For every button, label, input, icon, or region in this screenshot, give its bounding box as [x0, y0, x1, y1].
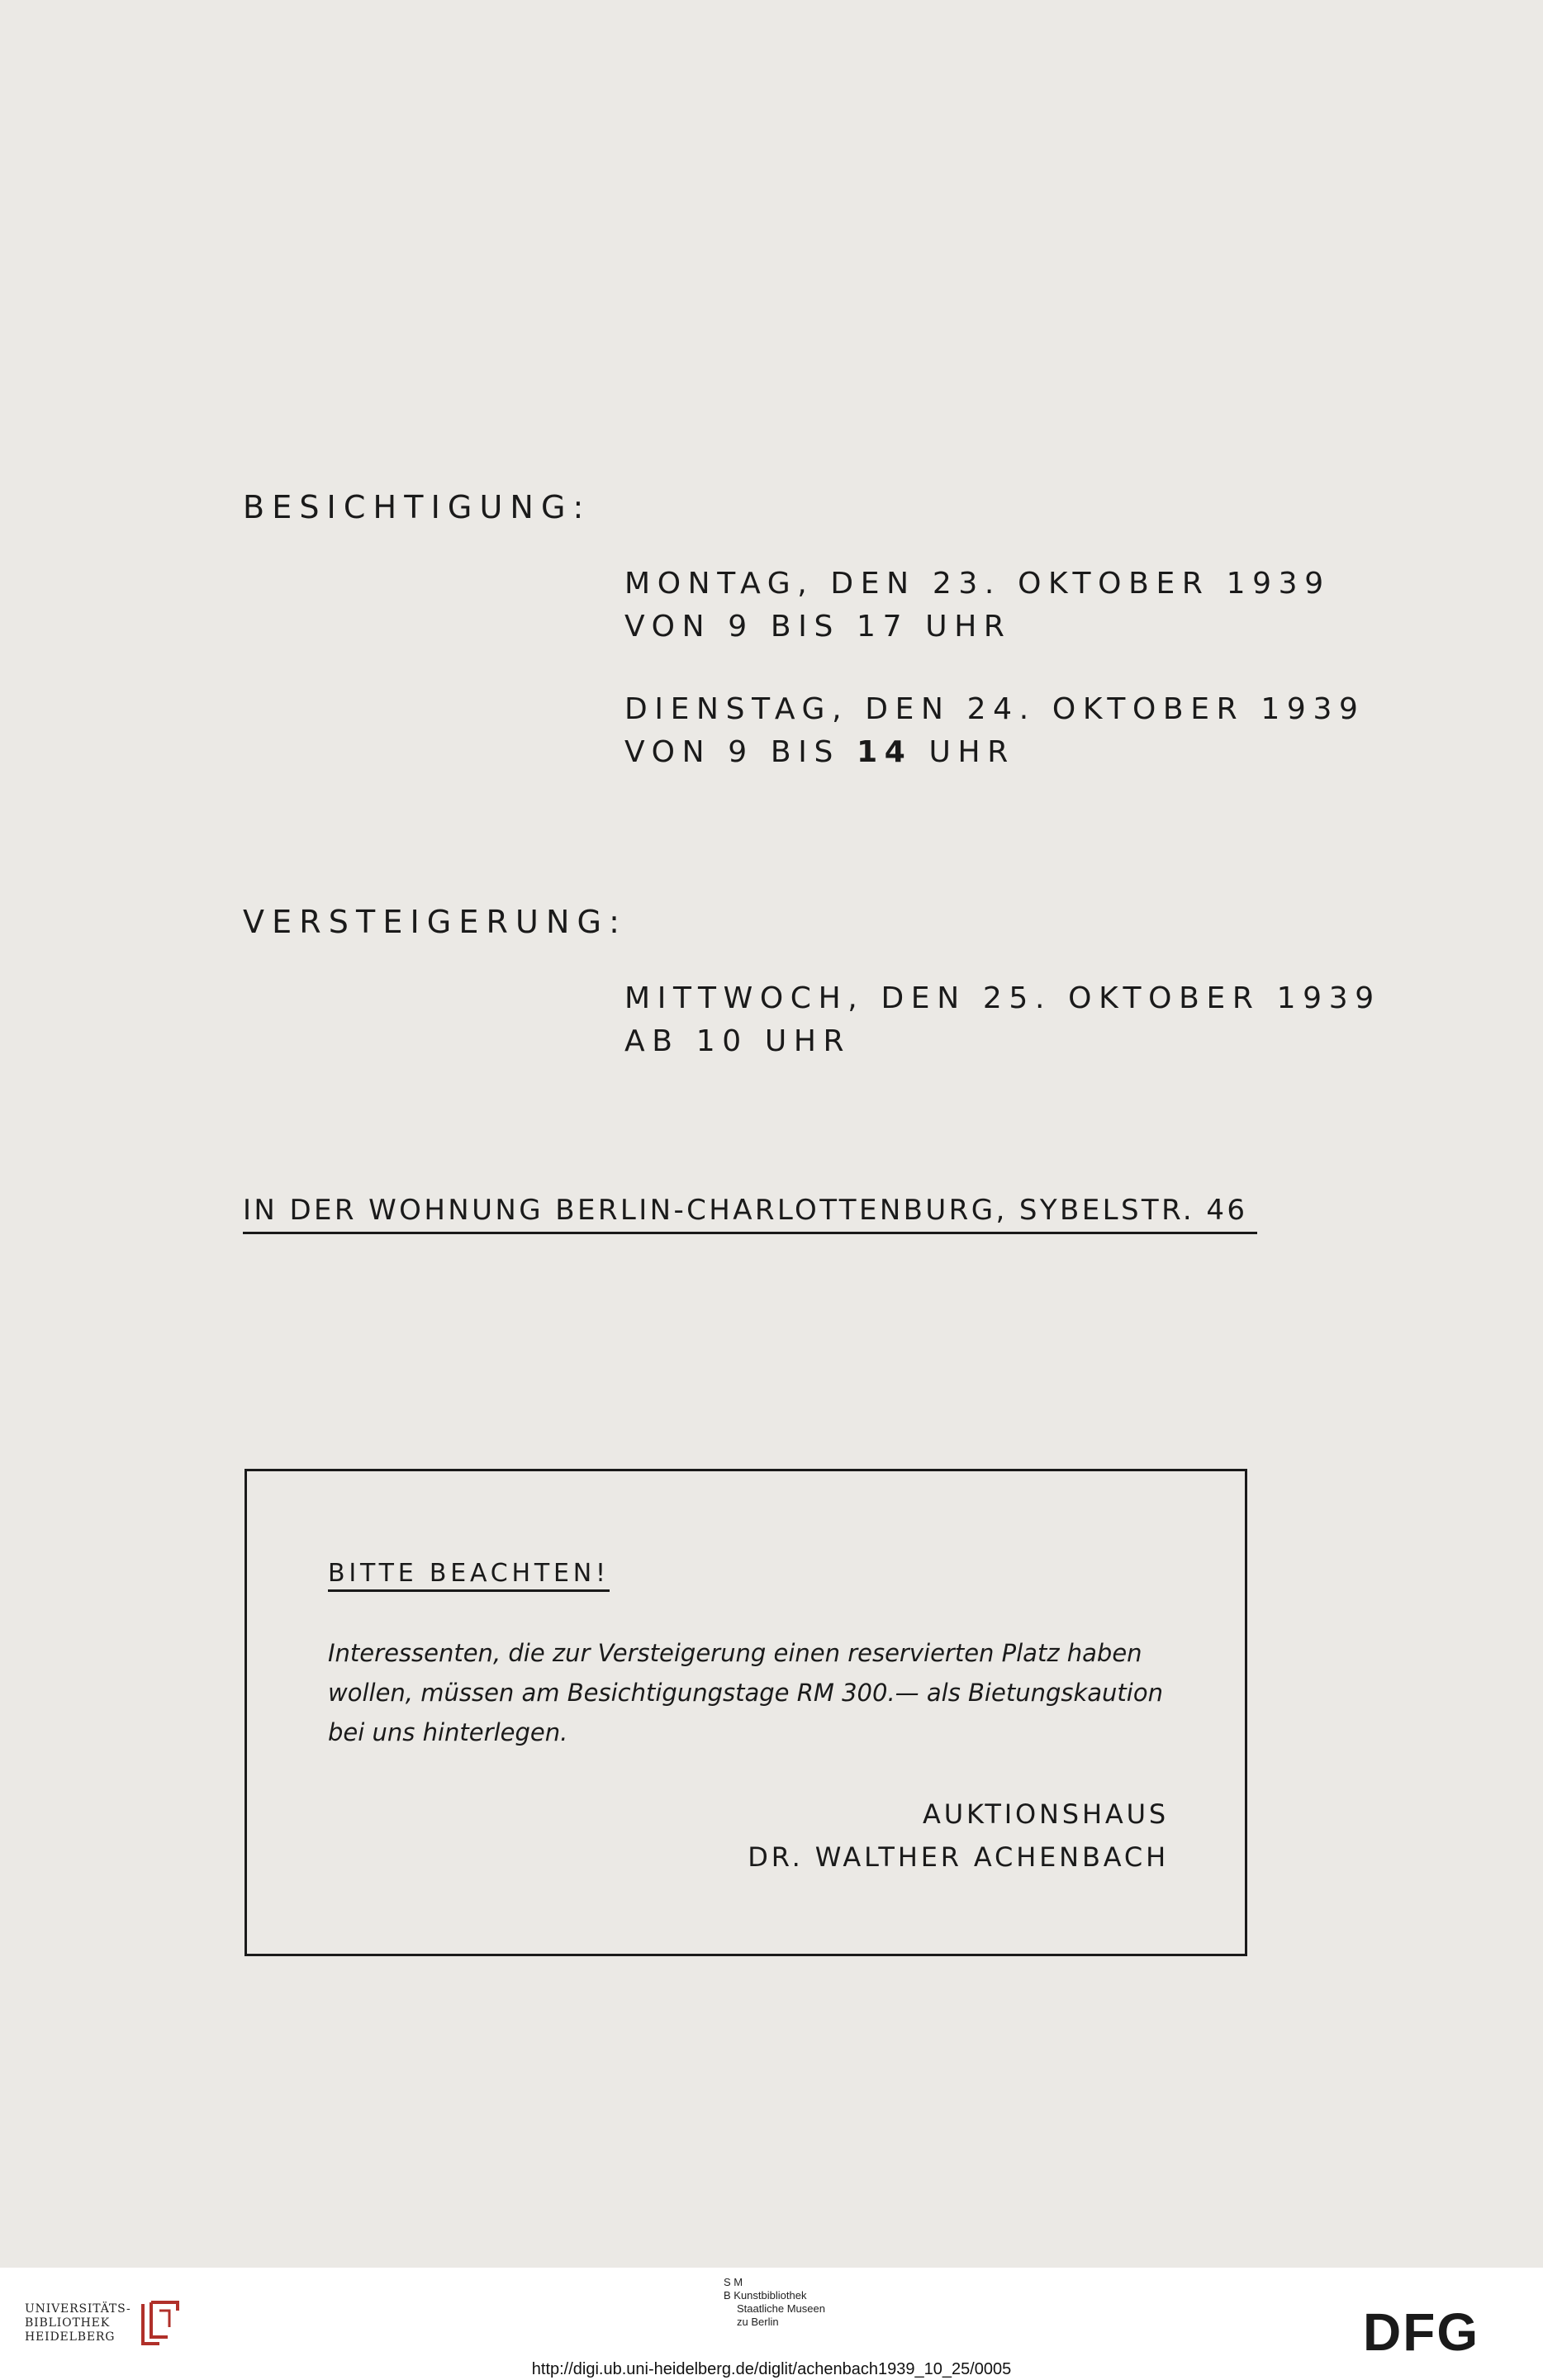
- university-library-logo-text: [25, 2302, 131, 2344]
- smb-kunstbibliothek-logo: [724, 2276, 825, 2329]
- viewing-day2-time-hour: 14: [857, 735, 913, 769]
- university-library-mark-icon: [140, 2299, 183, 2347]
- viewing-day2-time-suffix: UHR: [912, 735, 1015, 769]
- signature-line-2: DR. WALTHER ACHENBACH: [748, 1841, 1169, 1873]
- auction-address: IN DER WOHNUNG BERLIN-CHARLOTTENBURG, SYBELSTR. 46: [243, 1194, 1257, 1234]
- dfg-logo: DFG: [1363, 2302, 1480, 2362]
- auction-date: MITTWOCH, DEN 25. OKTOBER 1939: [624, 981, 1381, 1015]
- notice-box: [245, 1469, 1247, 1956]
- notice-body: Interessenten, die zur Versteigerung einen reservierten Platz haben wollen, müssen am Besichtigungstage RM 300.— als Bietungskaution bei uns hinterlegen.: [328, 1639, 1163, 1746]
- university-logo-line: HEIDELBERG: [25, 2330, 116, 2344]
- viewing-day2-time: [624, 735, 1015, 769]
- auction-time: AB 10 UHR: [624, 1024, 852, 1058]
- footer-bar: [0, 2268, 1543, 2380]
- university-logo-line: BIBLIOTHEK: [25, 2316, 111, 2330]
- viewing-day2-date: DIENSTAG, DEN 24. OKTOBER 1939: [624, 692, 1365, 726]
- permalink-url[interactable]: http://digi.ub.uni-heidelberg.de/diglit/achenbach1939_10_25/0005: [531, 2360, 1012, 2378]
- smb-logo-line: B Kunstbibliothek: [724, 2289, 807, 2302]
- smb-logo-line: Staatliche Museen: [737, 2302, 825, 2315]
- signature-line-1: AUKTIONSHAUS: [922, 1798, 1169, 1830]
- university-logo-line: UNIVERSITÄTS-: [25, 2302, 131, 2316]
- smb-logo-line: S M: [724, 2276, 743, 2288]
- notice-heading: BITTE BEACHTEN!: [328, 1559, 610, 1592]
- viewing-day1-date: MONTAG, DEN 23. OKTOBER 1939: [624, 567, 1331, 601]
- university-library-logo: [25, 2299, 183, 2347]
- viewing-heading: BESICHTIGUNG:: [243, 489, 591, 525]
- viewing-day2-time-prefix: VON 9 BIS: [624, 735, 857, 769]
- viewing-day1-time: VON 9 BIS 17 UHR: [624, 610, 1012, 644]
- smb-logo-line: zu Berlin: [737, 2316, 779, 2328]
- auction-heading: VERSTEIGERUNG:: [243, 904, 627, 940]
